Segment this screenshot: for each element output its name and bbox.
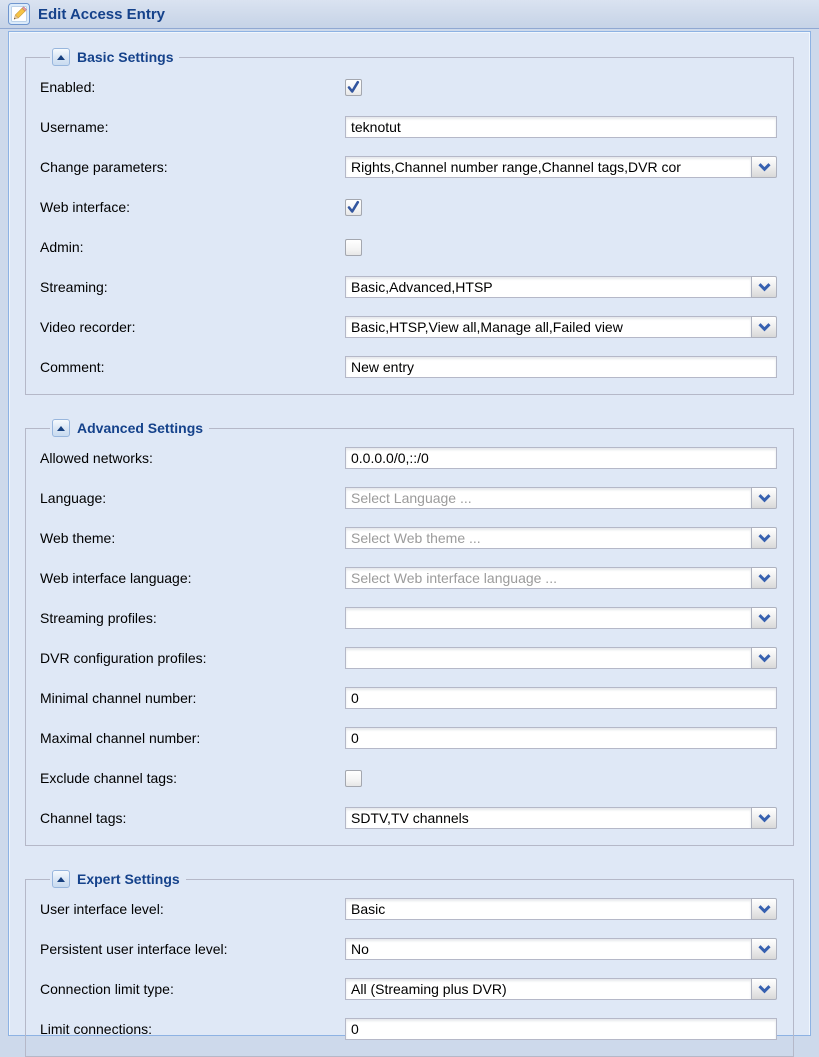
persistent-user-interface-level-combo-trigger-button[interactable] xyxy=(751,938,777,960)
user-interface-level-label: User interface level: xyxy=(40,901,345,917)
section-legend xyxy=(50,419,209,437)
user-interface-level-combo-input[interactable] xyxy=(345,898,751,920)
chevron-down-icon xyxy=(758,574,771,583)
persistent-user-interface-level-combo-input[interactable] xyxy=(345,938,751,960)
form-row xyxy=(40,898,779,920)
user-interface-level-combo-trigger-button[interactable] xyxy=(751,898,777,920)
username-input[interactable] xyxy=(345,116,777,138)
streaming-combo-trigger-button[interactable] xyxy=(751,276,777,298)
enabled-checkbox[interactable] xyxy=(345,79,362,96)
form-row xyxy=(40,607,779,629)
video-recorder-combo-trigger-button[interactable] xyxy=(751,316,777,338)
section-title: Advanced Settings xyxy=(77,420,203,436)
section-basic-settings xyxy=(25,48,794,395)
form-row xyxy=(40,316,779,338)
form-row xyxy=(40,767,779,789)
chevron-down-icon xyxy=(758,654,771,663)
form-row xyxy=(40,116,779,138)
form-row xyxy=(40,978,779,1000)
username-label: Username: xyxy=(40,119,345,135)
dvr-configuration-profiles-combo-trigger-button[interactable] xyxy=(751,647,777,669)
web-interface-checkbox[interactable] xyxy=(345,199,362,216)
collapse-up-arrow-icon xyxy=(57,426,65,431)
video-recorder-label: Video recorder: xyxy=(40,319,345,335)
language-label: Language: xyxy=(40,490,345,506)
exclude-channel-tags-checkbox[interactable] xyxy=(345,770,362,787)
check-icon xyxy=(346,200,361,215)
streaming-profiles-combo xyxy=(345,607,777,629)
form-row xyxy=(40,567,779,589)
chevron-down-icon xyxy=(758,163,771,172)
web-theme-combo-input[interactable] xyxy=(345,527,751,549)
chevron-down-icon xyxy=(758,905,771,914)
section-legend xyxy=(50,870,186,888)
form-row xyxy=(40,76,779,98)
form-row xyxy=(40,236,779,258)
web-interface-language-combo xyxy=(345,567,777,589)
chevron-down-icon xyxy=(758,494,771,503)
minimal-channel-number-label: Minimal channel number: xyxy=(40,690,345,706)
comment-label: Comment: xyxy=(40,359,345,375)
comment-input[interactable] xyxy=(345,356,777,378)
section-title: Basic Settings xyxy=(77,49,173,65)
form-row xyxy=(40,196,779,218)
streaming-combo xyxy=(345,276,777,298)
form-row xyxy=(40,156,779,178)
form-row xyxy=(40,727,779,749)
persistent-user-interface-level-label: Persistent user interface level: xyxy=(40,941,345,957)
dvr-configuration-profiles-label: DVR configuration profiles: xyxy=(40,650,345,666)
section-title: Expert Settings xyxy=(77,871,180,887)
dvr-configuration-profiles-combo-input[interactable] xyxy=(345,647,751,669)
limit-connections-label: Limit connections: xyxy=(40,1021,345,1037)
video-recorder-combo-input[interactable] xyxy=(345,316,751,338)
form-row xyxy=(40,647,779,669)
web-theme-label: Web theme: xyxy=(40,530,345,546)
connection-limit-type-combo-trigger-button[interactable] xyxy=(751,978,777,1000)
allowed-networks-label: Allowed networks: xyxy=(40,450,345,466)
form-row xyxy=(40,938,779,960)
change-parameters-combo xyxy=(345,156,777,178)
maximal-channel-number-input[interactable] xyxy=(345,727,777,749)
channel-tags-combo-input[interactable] xyxy=(345,807,751,829)
form-row xyxy=(40,356,779,378)
web-interface-language-label: Web interface language: xyxy=(40,570,345,586)
enabled-label: Enabled: xyxy=(40,79,345,95)
section-advanced-settings xyxy=(25,419,794,846)
admin-checkbox[interactable] xyxy=(345,239,362,256)
connection-limit-type-combo-input[interactable] xyxy=(345,978,751,1000)
form-row xyxy=(40,447,779,469)
edit-access-entry-panel xyxy=(8,31,811,1036)
form-row xyxy=(40,276,779,298)
collapse-section-button[interactable] xyxy=(52,48,70,66)
limit-connections-input[interactable] xyxy=(345,1018,777,1040)
language-combo-input[interactable] xyxy=(345,487,751,509)
channel-tags-label: Channel tags: xyxy=(40,810,345,826)
edit-pencil-icon xyxy=(8,3,30,25)
window-titlebar xyxy=(0,0,819,29)
language-combo-trigger-button[interactable] xyxy=(751,487,777,509)
chevron-down-icon xyxy=(758,985,771,994)
page-title: Edit Access Entry xyxy=(38,6,165,23)
exclude-channel-tags-label: Exclude channel tags: xyxy=(40,770,345,786)
web-interface-language-combo-input[interactable] xyxy=(345,567,751,589)
form-row xyxy=(40,527,779,549)
video-recorder-combo xyxy=(345,316,777,338)
admin-label: Admin: xyxy=(40,239,345,255)
chevron-down-icon xyxy=(758,323,771,332)
connection-limit-type-label: Connection limit type: xyxy=(40,981,345,997)
section-legend xyxy=(50,48,179,66)
form-row xyxy=(40,487,779,509)
streaming-combo-input[interactable] xyxy=(345,276,751,298)
collapse-section-button[interactable] xyxy=(52,419,70,437)
collapse-up-arrow-icon xyxy=(57,55,65,60)
form-sections xyxy=(25,48,794,1057)
check-icon xyxy=(346,80,361,95)
form-row xyxy=(40,807,779,829)
form-row xyxy=(40,687,779,709)
streaming-profiles-combo-input[interactable] xyxy=(345,607,751,629)
web-theme-combo-trigger-button[interactable] xyxy=(751,527,777,549)
section-expert-settings xyxy=(25,870,794,1057)
user-interface-level-combo xyxy=(345,898,777,920)
connection-limit-type-combo xyxy=(345,978,777,1000)
streaming-profiles-label: Streaming profiles: xyxy=(40,610,345,626)
channel-tags-combo-trigger-button[interactable] xyxy=(751,807,777,829)
web-theme-combo xyxy=(345,527,777,549)
persistent-user-interface-level-combo xyxy=(345,938,777,960)
streaming-label: Streaming: xyxy=(40,279,345,295)
change-parameters-label: Change parameters: xyxy=(40,159,345,175)
chevron-down-icon xyxy=(758,283,771,292)
minimal-channel-number-input[interactable] xyxy=(345,687,777,709)
web-interface-language-combo-trigger-button[interactable] xyxy=(751,567,777,589)
language-combo xyxy=(345,487,777,509)
collapse-section-button[interactable] xyxy=(52,870,70,888)
collapse-up-arrow-icon xyxy=(57,877,65,882)
change-parameters-combo-input[interactable] xyxy=(345,156,751,178)
dvr-configuration-profiles-combo xyxy=(345,647,777,669)
chevron-down-icon xyxy=(758,534,771,543)
allowed-networks-input[interactable] xyxy=(345,447,777,469)
chevron-down-icon xyxy=(758,614,771,623)
streaming-profiles-combo-trigger-button[interactable] xyxy=(751,607,777,629)
chevron-down-icon xyxy=(758,945,771,954)
channel-tags-combo xyxy=(345,807,777,829)
form-row xyxy=(40,1018,779,1040)
change-parameters-combo-trigger-button[interactable] xyxy=(751,156,777,178)
web-interface-label: Web interface: xyxy=(40,199,345,215)
maximal-channel-number-label: Maximal channel number: xyxy=(40,730,345,746)
chevron-down-icon xyxy=(758,814,771,823)
